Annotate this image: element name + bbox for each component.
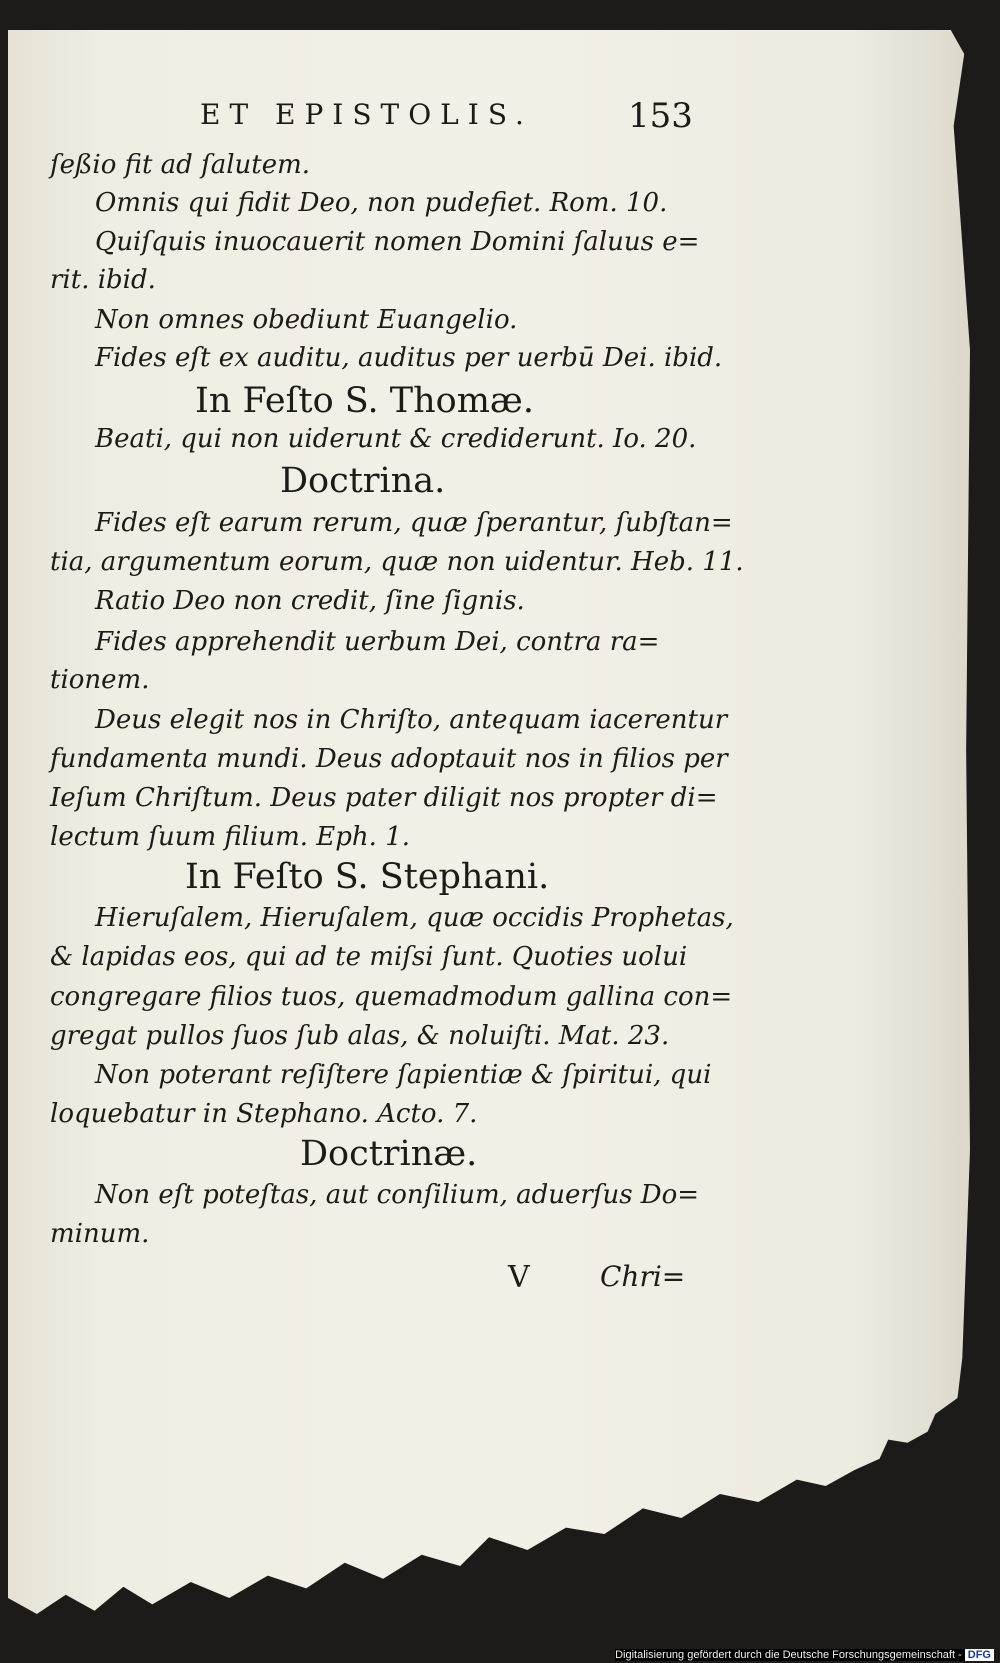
text-line: congregare filios tuos, quemadmodum gallina con= <box>50 982 733 1012</box>
text-line: Fides eſt ex auditu, auditus per uerbū Dei. ibid. <box>95 343 723 373</box>
footer-text: Digitalisierung gefördert durch die Deutsche Forschungsgemeinschaft - <box>615 1649 962 1661</box>
text-line: & lapidas eos, qui ad te miſsi ſunt. Quoties uolui <box>50 942 688 972</box>
text-line: Ieſum Chriſtum. Deus pater diligit nos propter di= <box>50 783 718 813</box>
text-line: Fides apprehendit uerbum Dei, contra ra= <box>95 627 660 657</box>
text-line: loquebatur in Stephano. Acto. 7. <box>50 1099 478 1129</box>
text-line: rit. ibid. <box>50 265 156 295</box>
text-line: gregat pullos ſuos ſub alas, & noluiſti. Mat. 23. <box>50 1021 670 1051</box>
text-line: Non eſt poteſtas, aut conſilium, aduerſus Do= <box>95 1180 700 1210</box>
text-line: Beati, qui non uiderunt & crediderunt. Io. 20. <box>95 424 697 454</box>
catchword: Chri= <box>600 1260 686 1293</box>
section-heading: Doctrina. <box>280 461 446 501</box>
signature-mark: V <box>508 1260 530 1295</box>
text-line: tia, argumentum eorum, quæ non uidentur. Heb. 11. <box>50 547 744 577</box>
section-heading: Doctrinæ. <box>300 1134 478 1174</box>
text-line: Non poterant reſiſtere ſapientiæ & ſpiritui, qui <box>95 1060 712 1090</box>
text-line: Quiſquis inuocauerit nomen Domini ſaluus e= <box>95 227 700 257</box>
page-number: 153 <box>628 96 693 136</box>
digitization-footer <box>615 1649 994 1661</box>
running-head: ET EPISTOLIS. <box>200 98 533 131</box>
text-line: lectum ſuum filium. Eph. 1. <box>50 822 411 852</box>
text-line: Non omnes obediunt Euangelio. <box>95 305 518 335</box>
text-line: Omnis qui fidit Deo, non pudefiet. Rom. 10. <box>95 188 668 218</box>
text-line: Fides eſt earum rerum, quæ ſperantur, ſubſtan= <box>95 508 733 538</box>
text-line: fundamenta mundi. Deus adoptauit nos in filios per <box>50 744 728 774</box>
section-heading: In Feſto S. Thomæ. <box>195 381 534 421</box>
dfg-logo: DFG <box>965 1649 994 1661</box>
text-line: tionem. <box>50 665 150 695</box>
text-line: Ratio Deo non credit, ſine ſignis. <box>95 586 525 616</box>
text-line: ſeßio fit ad ſalutem. <box>50 150 311 180</box>
text-line: minum. <box>50 1219 150 1249</box>
section-heading: In Feſto S. Stephani. <box>185 857 550 897</box>
text-line: Deus elegit nos in Chriſto, antequam iacerentur <box>95 705 728 735</box>
text-line: Hieruſalem, Hieruſalem, quæ occidis Prophetas, <box>95 903 734 933</box>
